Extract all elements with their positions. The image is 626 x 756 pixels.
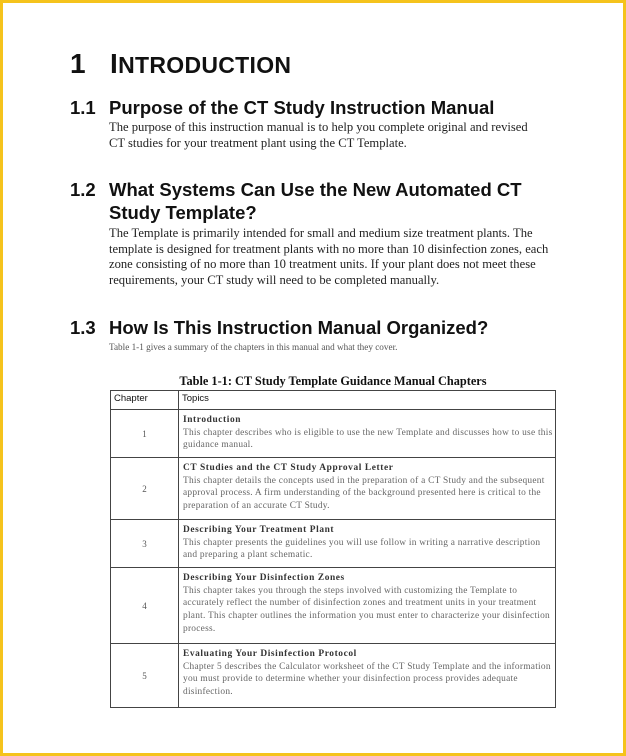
topic-description: Chapter 5 describes the Calculator worksheet of the CT Study Template and the information you must provide to determine whether your disinfection process provides adequate disinfection. xyxy=(183,661,551,698)
section-body-1-2: The Template is primarily intended for small and medium size treatment plants. The template is designed for treatment plants with no more than 10 disinfection zones, each zone consisting of no more than 10 treatment units. If your plant does not meet these requirements, your CT study will need to be completed manually. xyxy=(109,226,549,288)
table-row xyxy=(111,568,556,644)
chapter-heading xyxy=(70,48,291,80)
section-number: 1.1 xyxy=(70,97,96,118)
topic-title: CT Studies and the CT Study Approval Letter xyxy=(183,463,394,473)
column-header-topics: Topics xyxy=(179,391,556,410)
chapter-number-cell: 4 xyxy=(111,568,179,644)
topic-description: This chapter presents the guidelines you will use follow in writing a narrative description and preparing a plant schematic. xyxy=(183,537,541,561)
topic-cell xyxy=(179,568,556,644)
section-title: What Systems Can Use the New Automated CT Study Template? xyxy=(109,179,522,223)
section-number: 1.2 xyxy=(70,179,96,200)
topic-cell xyxy=(179,410,556,458)
topic-cell xyxy=(179,644,556,708)
chapter-number-cell: 5 xyxy=(111,644,179,708)
section-body-1-3: Table 1-1 gives a summary of the chapters in this manual and what they cover. xyxy=(109,342,398,352)
topic-cell xyxy=(179,458,556,520)
table-row xyxy=(111,520,556,568)
section-heading-1-3 xyxy=(70,316,550,339)
topic-description: This chapter describes who is eligible to use the new Template and discusses how to use this guidance manual. xyxy=(183,427,553,451)
section-body-1-1: The purpose of this instruction manual is to help you complete original and revised CT studies for your treatment plant using the CT Template. xyxy=(109,120,528,150)
table-row xyxy=(111,458,556,520)
topic-description: This chapter takes you through the steps involved with customizing the Template to accurately reflect the number of disinfection zones and treatment units in your treatment plant. This chapter outlines the information you must enter to characterize your disinfection process. xyxy=(183,585,550,634)
column-header-chapter: Chapter xyxy=(111,391,179,410)
table-header-row xyxy=(111,391,556,410)
chapter-title-initial: I xyxy=(110,48,119,79)
chapter-number-cell: 3 xyxy=(111,520,179,568)
chapter-title-rest: NTRODUCTION xyxy=(118,52,292,78)
topic-description: This chapter details the concepts used in the preparation of a CT Study and the subsequent approval process. A firm understanding of the background presented here is critical to the preparation of an accurate CT Study. xyxy=(183,475,545,512)
topic-title: Evaluating Your Disinfection Protocol xyxy=(183,649,357,659)
table-row xyxy=(111,410,556,458)
topic-title: Describing Your Treatment Plant xyxy=(183,525,335,535)
chapter-number: 1 xyxy=(70,48,86,79)
table-row xyxy=(111,644,556,708)
section-title: How Is This Instruction Manual Organized? xyxy=(109,317,489,338)
section-title: Purpose of the CT Study Instruction Manual xyxy=(109,97,495,118)
chapter-number-cell: 1 xyxy=(111,410,179,458)
section-number: 1.3 xyxy=(70,317,96,338)
topic-title: Introduction xyxy=(183,415,242,425)
topic-cell xyxy=(179,520,556,568)
chapters-table xyxy=(110,390,556,708)
table-caption: Table 1-1: CT Study Template Guidance Manual Chapters xyxy=(179,374,487,388)
section-heading-1-1 xyxy=(70,96,550,119)
topic-title: Describing Your Disinfection Zones xyxy=(183,573,345,583)
section-heading-1-2 xyxy=(70,178,540,224)
chapter-number-cell: 2 xyxy=(111,458,179,520)
